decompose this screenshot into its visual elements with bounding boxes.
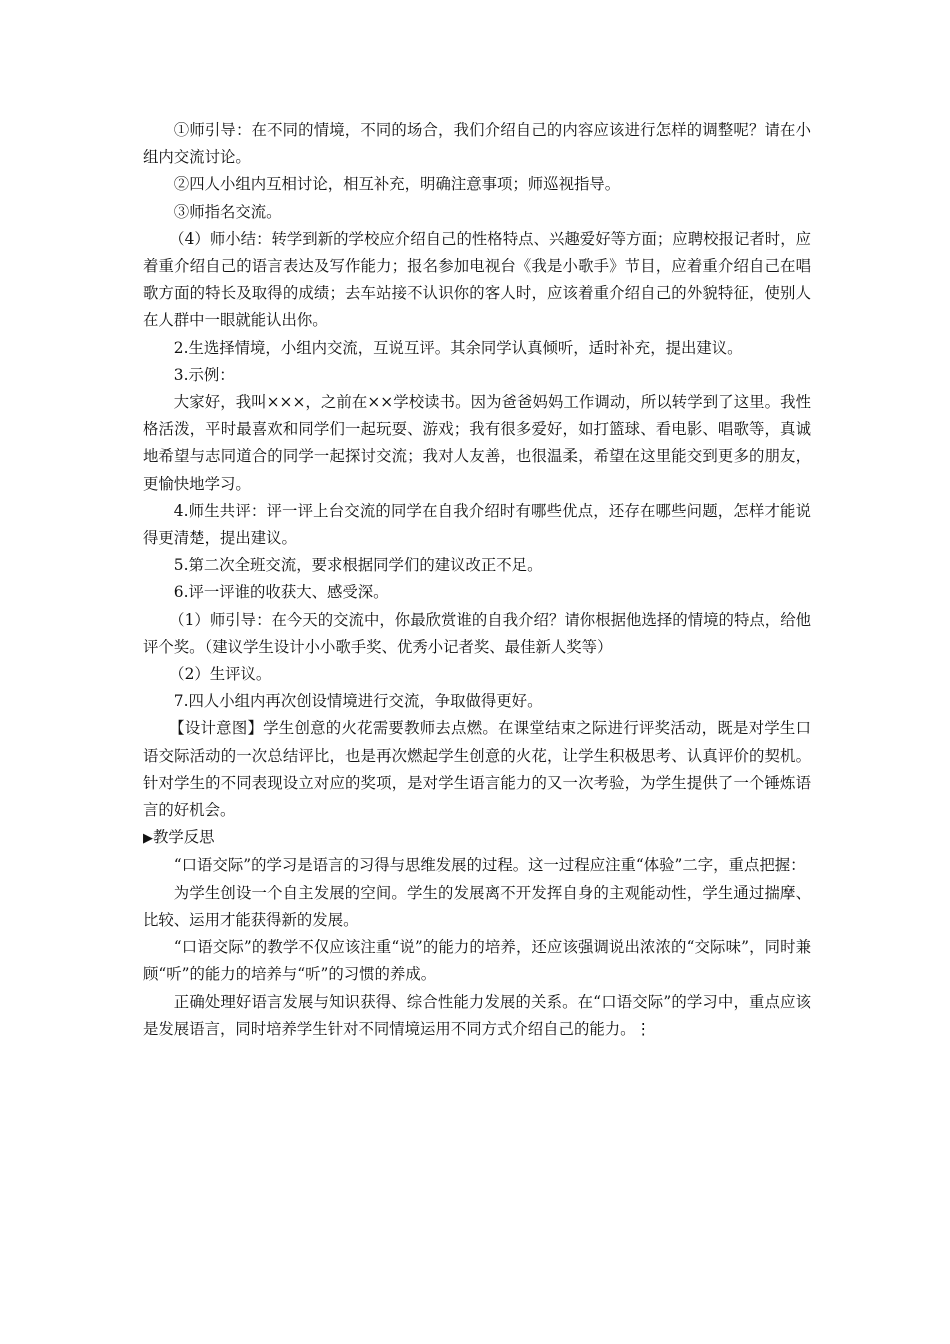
paragraph-step-6-1: （1）师引导：在今天的交流中，你最欣赏谁的自我介绍？请你根据他选择的情境的特点，给他评个奖。（建议学生设计小小歌手奖、优秀小记者奖、最佳新人奖等）: [143, 610, 811, 656]
section-heading-teaching-reflection: [143, 824, 811, 852]
paragraph-reflection-space: 为学生创设一个自主发展的空间。学生的发展离不开发挥自身的主观能动性，学生通过揣摩、比较、运用才能获得新的发展。: [143, 883, 811, 929]
paragraph-step-7: 7.四人小组内再次创设情境进行交流，争取做得更好。: [173, 692, 543, 711]
paragraph-step-6-2: （2）生评议。: [169, 665, 272, 684]
paragraph-reflection-intro: “口语交际”的学习是语言的习得与思维发展的过程。这一过程应注重“体验”二字，重点把握：: [173, 856, 806, 875]
document-page: [143, 117, 811, 1043]
paragraph-step-6: 6.评一评谁的收获大、感受深。: [173, 583, 389, 602]
paragraph-step-3: 3.示例：: [173, 365, 235, 384]
section-heading-text: 教学反思: [153, 828, 215, 847]
paragraph-teacher-calls: ③师指名交流。: [173, 202, 282, 221]
paragraph-reflection-balance: 正确处理好语言发展与知识获得、综合性能力发展的关系。在“口语交际”的学习中，重点应该是发展语言，同时培养学生针对不同情境运用不同方式介绍自己的能力。⋮: [143, 992, 811, 1038]
triangle-right-icon: ▶: [143, 831, 153, 847]
paragraph-teacher-summary: （4）师小结：转学到新的学校应介绍自己的性格特点、兴趣爱好等方面；应聘校报记者时，应着重介绍自己的语言表达及写作能力；报名参加电视台《我是小歌手》节目，应着重介绍自己在唱歌方面的特长及取得的成绩；去车站接不认识你的客人时，应该着重介绍自己的外貌特征，使别人在人群中一眼就能认出你。: [143, 229, 811, 330]
paragraph-reflection-listening: “口语交际”的教学不仅应该注重“说”的能力的培养，还应该强调说出浓浓的“交际味”，同时兼顾“听”的能力的培养与“听”的习惯的养成。: [143, 938, 811, 984]
paragraph-step-4: 4.师生共评：评一评上台交流的同学在自我介绍时有哪些优点，还存在哪些问题，怎样才能说得更清楚，提出建议。: [143, 501, 811, 548]
paragraph-design-intent: 【设计意图】学生创意的火花需要教师去点燃。在课堂结束之际进行评奖活动，既是对学生口语交际活动的一次总结评比，也是再次燃起学生创意的火花，让学生积极思考、认真评价的契机。针对学生的不同表现设立对应的奖项，是对学生语言能力的又一次考验，为学生提供了一个锤炼语言的好机会。: [143, 719, 811, 820]
paragraph-group-discussion: ②四人小组内互相讨论，相互补充，明确注意事项；师巡视指导。: [173, 175, 621, 194]
paragraph-step-2: 2.生选择情境，小组内交流，互说互评。其余同学认真倾听，适时补充，提出建议。: [173, 338, 743, 357]
paragraph-teacher-guide: ①师引导：在不同的情境，不同的场合，我们介绍自己的内容应该进行怎样的调整呢？请在小组内交流讨论。: [143, 121, 811, 167]
paragraph-step-5: 5.第二次全班交流，要求根据同学们的建议改正不足。: [173, 556, 543, 575]
paragraph-example: 大家好，我叫×××，之前在××学校读书。因为爸爸妈妈工作调动，所以转学到了这里。我性格活泼，平时最喜欢和同学们一起玩耍、游戏；我有很多爱好，如打篮球、看电影、唱歌等，真诚地希望与志同道合的同学一起探讨交流；我对人友善，也很温柔，希望在这里能交到更多的朋友，更愉快地学习。: [143, 393, 811, 493]
